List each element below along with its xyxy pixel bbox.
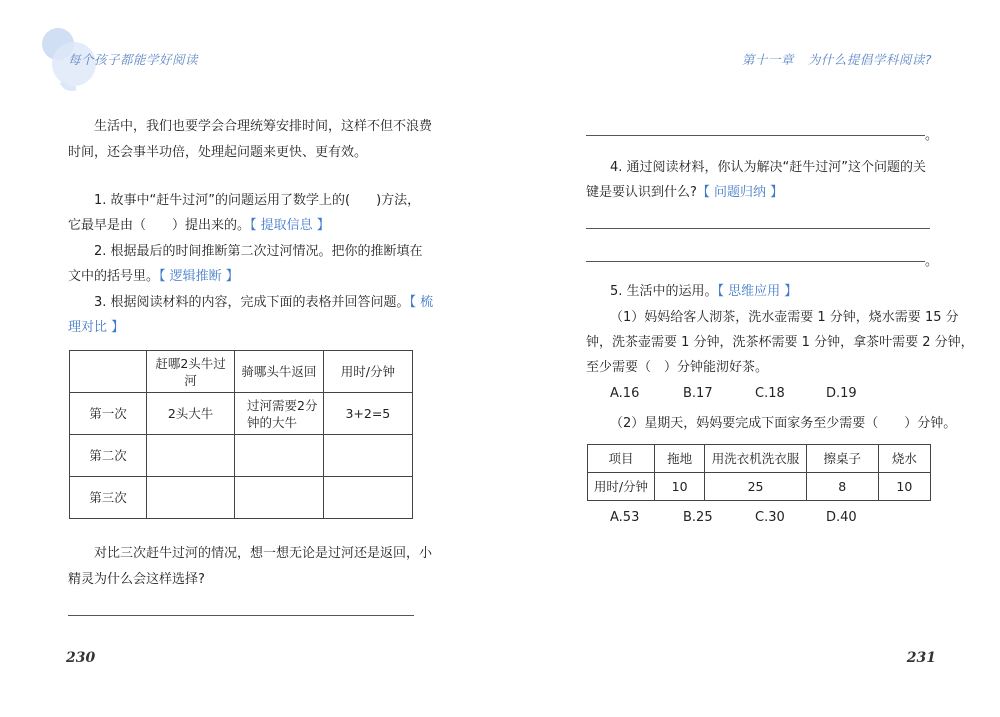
question-5-text: 5. 生活中的运用。 xyxy=(610,284,718,299)
table-header-cell: 烧水 xyxy=(878,445,930,473)
question-5-title xyxy=(610,279,797,305)
table-header-cell: 擦桌子 xyxy=(806,445,878,473)
question-3-line-1 xyxy=(94,290,433,316)
option-c[interactable]: C.18 xyxy=(755,386,785,401)
table-cell: 10 xyxy=(654,473,704,501)
skill-tag-compare-part2: 理对比 】 xyxy=(68,320,125,335)
table-cell: 10 xyxy=(878,473,930,501)
table-cell: 8 xyxy=(806,473,878,501)
table-header-cell: 拖地 xyxy=(654,445,704,473)
question-5-1-line-3: 至少需要（ ）分钟能沏好茶。 xyxy=(586,360,769,375)
option-d[interactable]: D.19 xyxy=(826,386,857,401)
question-2-line-2 xyxy=(68,264,239,290)
answer-line[interactable] xyxy=(586,261,925,262)
intro-line-2: 时间，还会事半功倍，处理起问题来更快、更有效。 xyxy=(68,145,368,160)
table-cell: 2头大牛 xyxy=(147,393,235,435)
answer-line[interactable] xyxy=(586,135,925,136)
running-head-chapter xyxy=(742,50,932,68)
question-1-line-2 xyxy=(68,213,330,239)
table-cell: 第一次 xyxy=(70,393,147,435)
question-5-1-line-1: （1）妈妈给客人沏茶，洗水壶需要 1 分钟，烧水需要 15 分 xyxy=(610,310,959,325)
option-d[interactable]: D.40 xyxy=(826,510,857,525)
table-header-row xyxy=(70,351,413,393)
table-header-row xyxy=(588,445,931,473)
skill-tag-logic-inference: 【 逻辑推断 】 xyxy=(159,269,239,284)
option-b[interactable]: B.25 xyxy=(683,510,713,525)
table-header-cell: 赶哪2头牛过河 xyxy=(147,351,235,393)
question-4-line-2 xyxy=(586,180,783,206)
table-cell-blank[interactable] xyxy=(235,435,324,477)
table-cell-blank[interactable] xyxy=(147,435,235,477)
table-cell-blank[interactable] xyxy=(147,477,235,519)
question-3-text: 3. 根据阅读材料的内容，完成下面的表格并回答问题。 xyxy=(94,295,410,310)
question-1-line-1: 1. 故事中“赶牛过河”的问题运用了数学上的( )方法， xyxy=(94,193,421,208)
question-4-text: 键是要认识到什么? xyxy=(586,185,697,200)
question-5-1-line-2: 钟，洗茶壶需要 1 分钟，洗茶杯需要 1 分钟，拿茶叶需要 2 分钟， xyxy=(586,335,974,350)
answer-line-period: 。 xyxy=(925,128,939,143)
table-cell: 25 xyxy=(705,473,806,501)
table-cell-blank[interactable] xyxy=(323,435,412,477)
cattle-crossing-table xyxy=(69,350,413,519)
table-cell: 3+2=5 xyxy=(323,393,412,435)
question-4-line-1: 4. 通过阅读材料，你认为解决“赶牛过河”这个问题的关 xyxy=(610,160,927,175)
chores-table xyxy=(587,444,931,501)
answer-line[interactable] xyxy=(586,228,930,229)
question-1-text: 它最早是由（ ）提出来的。 xyxy=(68,218,251,233)
option-a[interactable]: A.16 xyxy=(610,386,640,401)
compare-question-line-2: 精灵为什么会这样选择? xyxy=(68,572,205,587)
table-cell: 过河需要2分钟的大牛 xyxy=(235,393,324,435)
page-number-right: 231 xyxy=(906,650,936,666)
answer-line-period: 。 xyxy=(925,254,939,269)
table-header-cell xyxy=(70,351,147,393)
table-cell-blank[interactable] xyxy=(323,477,412,519)
option-c[interactable]: C.30 xyxy=(755,510,785,525)
answer-line[interactable] xyxy=(68,615,414,616)
chapter-number: 第十一章 xyxy=(741,52,794,67)
skill-tag-compare-part1: 【 梳 xyxy=(409,295,434,310)
question-5-2-line: （2）星期天，妈妈要完成下面家务至少需要（ ）分钟。 xyxy=(610,416,957,431)
table-cell: 第三次 xyxy=(70,477,147,519)
table-row xyxy=(70,435,413,477)
right-page xyxy=(500,0,1000,717)
table-row xyxy=(70,393,413,435)
table-cell-blank[interactable] xyxy=(235,477,324,519)
table-header-cell: 项目 xyxy=(588,445,655,473)
chapter-title: 为什么提倡学科阅读? xyxy=(807,52,932,67)
table-header-cell: 用时/分钟 xyxy=(323,351,412,393)
table-header-cell: 骑哪头牛返回 xyxy=(235,351,324,393)
skill-tag-extract-info: 【 提取信息 】 xyxy=(250,218,330,233)
option-a[interactable]: A.53 xyxy=(610,510,640,525)
option-b[interactable]: B.17 xyxy=(683,386,713,401)
page-number-left: 230 xyxy=(66,650,96,666)
skill-tag-application: 【 思维应用 】 xyxy=(717,284,798,299)
skill-tag-induction: 【 问题归纳 】 xyxy=(696,185,784,200)
compare-question-line-1: 对比三次赶牛过河的情况，想一想无论是过河还是返回，小 xyxy=(94,546,433,561)
table-row xyxy=(70,477,413,519)
table-header-cell: 用洗衣机洗衣服 xyxy=(705,445,806,473)
table-cell: 用时/分钟 xyxy=(588,473,655,501)
running-head-book-title: 每个孩子都能学好阅读 xyxy=(68,52,199,67)
table-cell: 第二次 xyxy=(70,435,147,477)
intro-line-1: 生活中，我们也要学会合理统筹安排时间，这样不但不浪费 xyxy=(94,119,433,134)
table-row xyxy=(588,473,931,501)
question-3-line-2 xyxy=(68,315,124,341)
question-2-line-1: 2. 根据最后的时间推断第二次过河情况。把你的推断填在 xyxy=(94,244,423,259)
question-2-text: 文中的括号里。 xyxy=(68,269,160,284)
